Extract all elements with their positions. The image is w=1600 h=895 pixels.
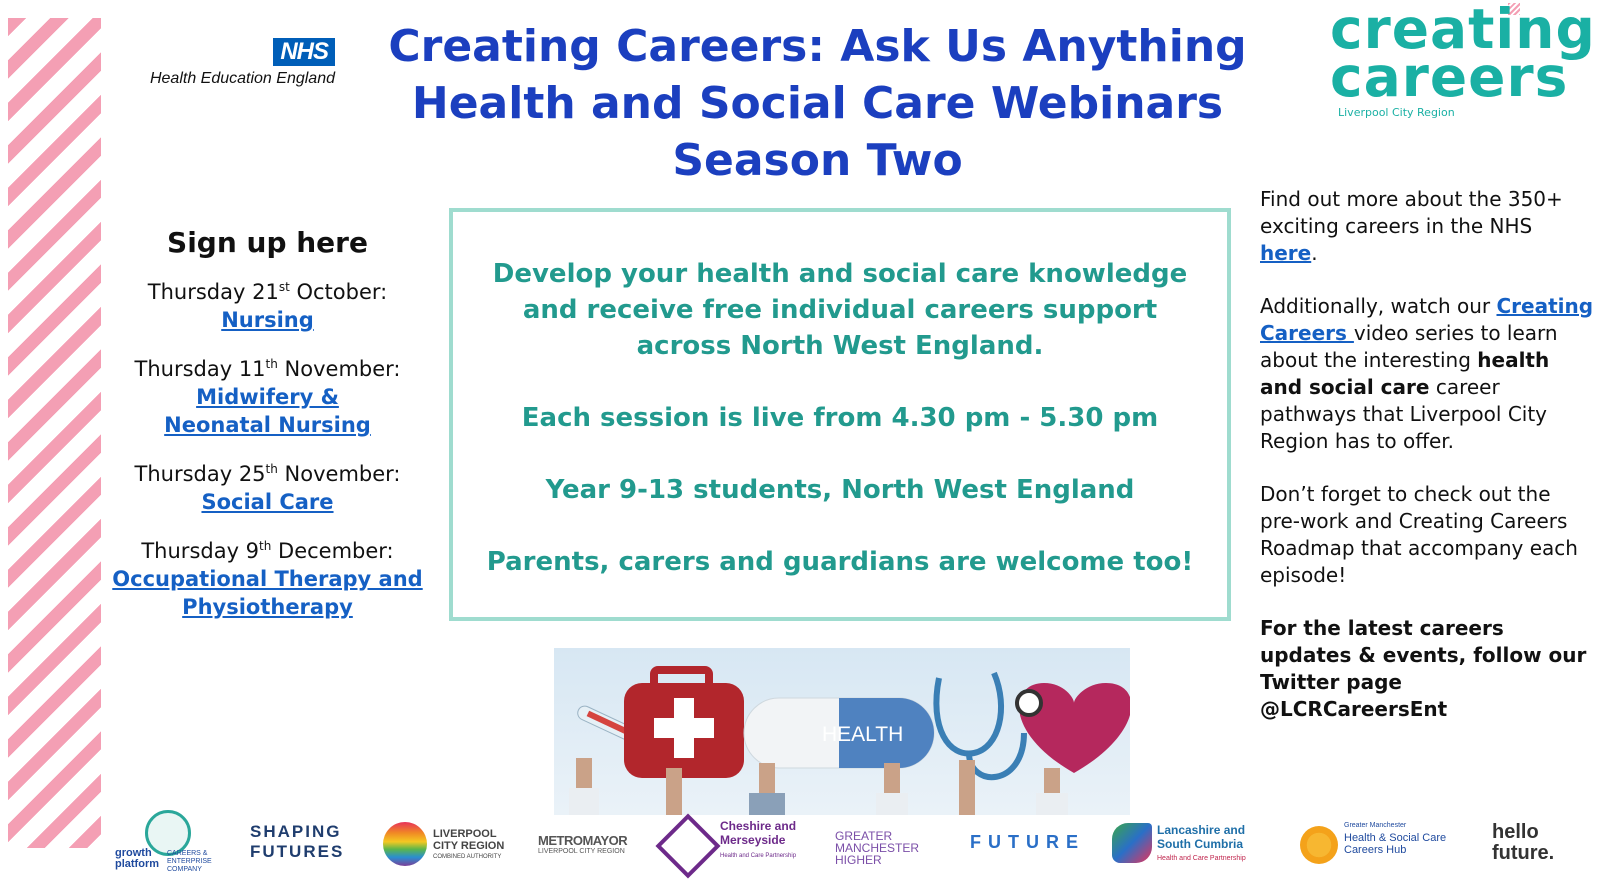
metro-mayor-logo: METROMAYOR LIVERPOOL CITY REGION (538, 833, 628, 855)
logo-word-creating: creating (1330, 0, 1596, 61)
heart-icon (1017, 683, 1130, 773)
session-date: Thursday 25th November: (134, 462, 401, 486)
session-link-nursing[interactable]: Nursing (221, 308, 314, 332)
roadmap-paragraph: Don’t forget to check out the pre-work and Creating Careers Roadmap that accompany each episode! (1260, 482, 1578, 587)
session-date: Thursday 11th November: (134, 357, 401, 381)
flower-icon (1300, 826, 1338, 864)
pill-icon (744, 698, 934, 768)
session-item (100, 350, 435, 439)
nhs-logo-subtitle: Health Education England (149, 70, 335, 87)
info-line-4: Parents, carers and guardians are welcome too! (486, 547, 1194, 577)
session-date: Thursday 9th December: (141, 539, 394, 563)
partner-logos-row: growth platform CAREERS & ENTERPRISE COMPANY SHAPING FUTURES LIVERPOOL CITY REGION COMBINED AUTHORITY METROMAYOR LIVERPOOL CITY REGION Cheshire and Merseyside Health and Care Partnership GREATER MANCHESTER HIGHER FUTURE Lancashire and South Cumbria Health and Care Partnership Greater Manchester Health & Social Care Careers Hub hello future. (0, 810, 1600, 895)
health-illustration (554, 648, 1130, 815)
nhs-careers-link[interactable]: here (1260, 241, 1312, 265)
nhs-logo-box: NHS (273, 38, 335, 66)
nhs-careers-paragraph: Find out more about the 350+ exciting careers in the NHS here. (1260, 187, 1563, 265)
rainbow-icon (383, 822, 427, 866)
session-item (100, 273, 435, 334)
right-info-column (1260, 186, 1595, 749)
logo-word-careers: careers (1330, 45, 1569, 109)
title-line-2: Health and Social Care Webinars (411, 78, 1224, 129)
hello-future-logo: hello future. (1492, 821, 1555, 864)
future-logo: FUTURE (970, 832, 1085, 852)
stethoscope-icon (936, 673, 1024, 777)
session-link-social-care[interactable]: Social Care (201, 490, 334, 514)
diamond-icon (655, 813, 720, 878)
creating-careers-video-link[interactable]: Creating Careers (1260, 294, 1594, 345)
session-item (100, 532, 435, 621)
session-link-occupational-therapy[interactable]: Occupational Therapy and Physiotherapy (112, 567, 423, 619)
title-line-3: Season Two (672, 135, 963, 186)
session-link-midwifery[interactable]: Midwifery & Neonatal Nursing (164, 385, 371, 437)
page-title (345, 18, 1290, 189)
first-aid-kit-icon (624, 670, 744, 778)
twitter-paragraph: For the latest careers updates & events, follow our Twitter page @LCRCareersEnt (1260, 616, 1587, 721)
title-line-1: Creating Careers: Ask Us Anything (388, 21, 1247, 72)
signup-title: Sign up here (167, 226, 368, 259)
info-line-2: Each session is live from 4.30 pm - 5.30 pm (521, 403, 1159, 433)
shaping-futures-logo: SHAPING FUTURES (250, 822, 345, 861)
info-line-1: Develop your health and social care knowledge and receive free individual careers support across North West England. (492, 259, 1188, 361)
info-box (449, 208, 1231, 621)
session-date: Thursday 21st October: (147, 280, 388, 304)
map-icon (1112, 823, 1152, 863)
info-line-3: Year 9-13 students, North West England (545, 475, 1135, 505)
video-series-paragraph: Additionally, watch our Creating Careers video series to learn about the interesting health and social care career pathways that Liverpool City Region has to offer. (1260, 294, 1594, 453)
health-illustration-svg (554, 648, 1130, 815)
gm-higher-logo: GREATER MANCHESTER HIGHER (835, 829, 920, 867)
signup-section (100, 226, 435, 637)
creating-careers-logo (1330, 0, 1596, 125)
session-item (100, 455, 435, 516)
health-label: HEALTH (822, 723, 904, 746)
decorative-stripes (8, 18, 101, 848)
nhs-logo (130, 38, 335, 93)
logo-subtitle: Liverpool City Region (1338, 106, 1455, 119)
